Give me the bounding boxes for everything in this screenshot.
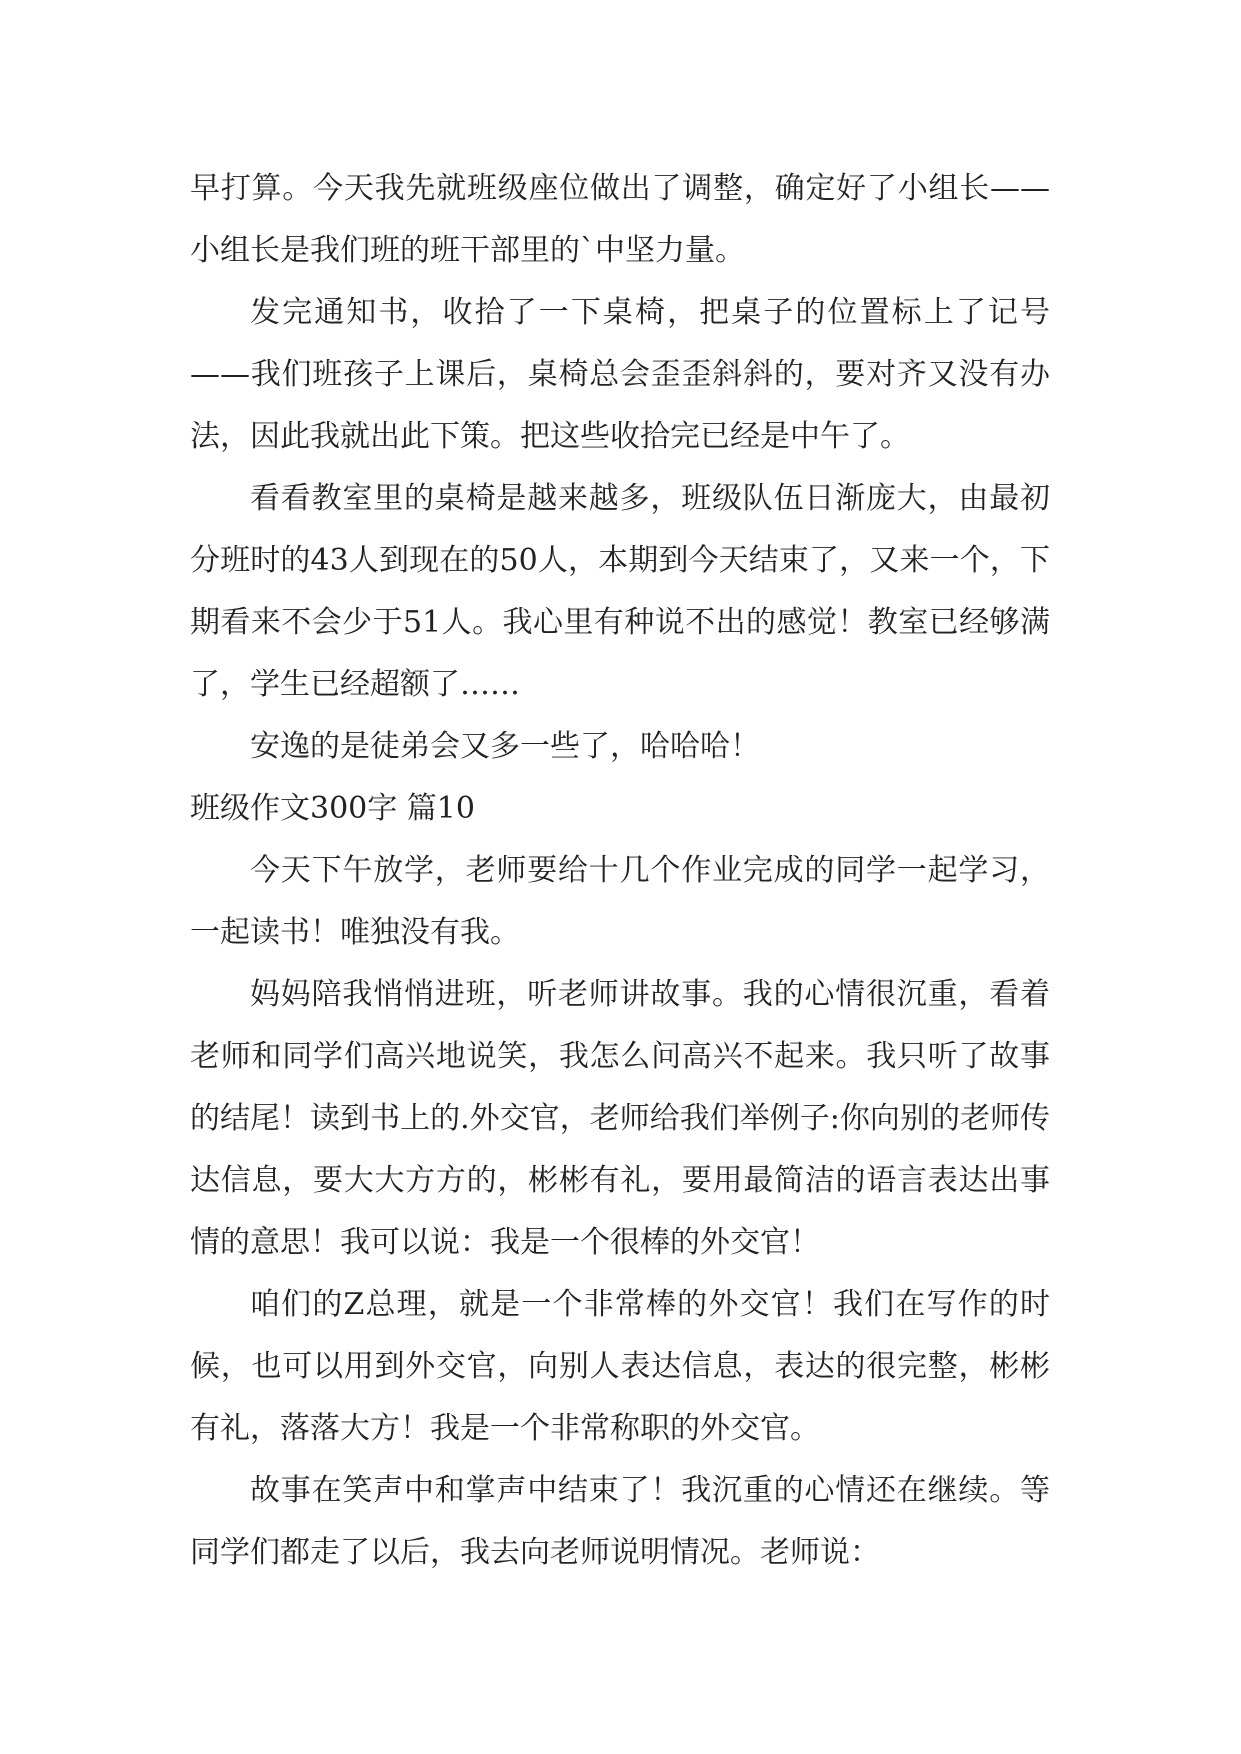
paragraph: 发完通知书，收拾了一下桌椅，把桌子的位置标上了记号——我们班孩子上课后，桌椅总会歪歪斜斜的，要对齐又没有办法，因此我就出此下策。把这些收拾完已经是中午了。 [190,295,1050,454]
paragraph: 今天下午放学，老师要给十几个作业完成的同学一起学习，一起读书！唯独没有我。 [190,853,1050,950]
paragraph: 安逸的是徒弟会又多一些了，哈哈哈！ [250,729,760,764]
paragraph: 故事在笑声中和掌声中结束了！我沉重的心情还在继续。等同学们都走了以后，我去向老师说明情况。老师说： [190,1473,1050,1570]
document-body [190,158,1050,1584]
paragraph: 咱们的Z总理，就是一个非常棒的外交官！我们在写作的时候，也可以用到外交官，向别人表达信息，表达的很完整，彬彬有礼，落落大方！我是一个非常称职的外交官。 [190,1287,1050,1446]
paragraph: 妈妈陪我悄悄进班，听老师讲故事。我的心情很沉重，看着老师和同学们高兴地说笑，我怎么问高兴不起来。我只听了故事的结尾！读到书上的.外交官，老师给我们举例子:你向别的老师传达信息，要大大方方的，彬彬有礼，要用最简洁的语言表达出事情的意思！我可以说：我是一个很棒的外交官！ [190,977,1050,1260]
paragraph: 看看教室里的桌椅是越来越多，班级队伍日渐庞大，由最初分班时的43人到现在的50人，本期到今天结束了，又来一个，下期看来不会少于51人。我心里有种说不出的感觉！教室已经够满了，学生已经超额了…… [190,481,1050,702]
section-heading: 班级作文300字 篇10 [190,791,475,826]
paragraph: 早打算。今天我先就班级座位做出了调整，确定好了小组长——小组长是我们班的班干部里的`中坚力量。 [190,171,1050,268]
